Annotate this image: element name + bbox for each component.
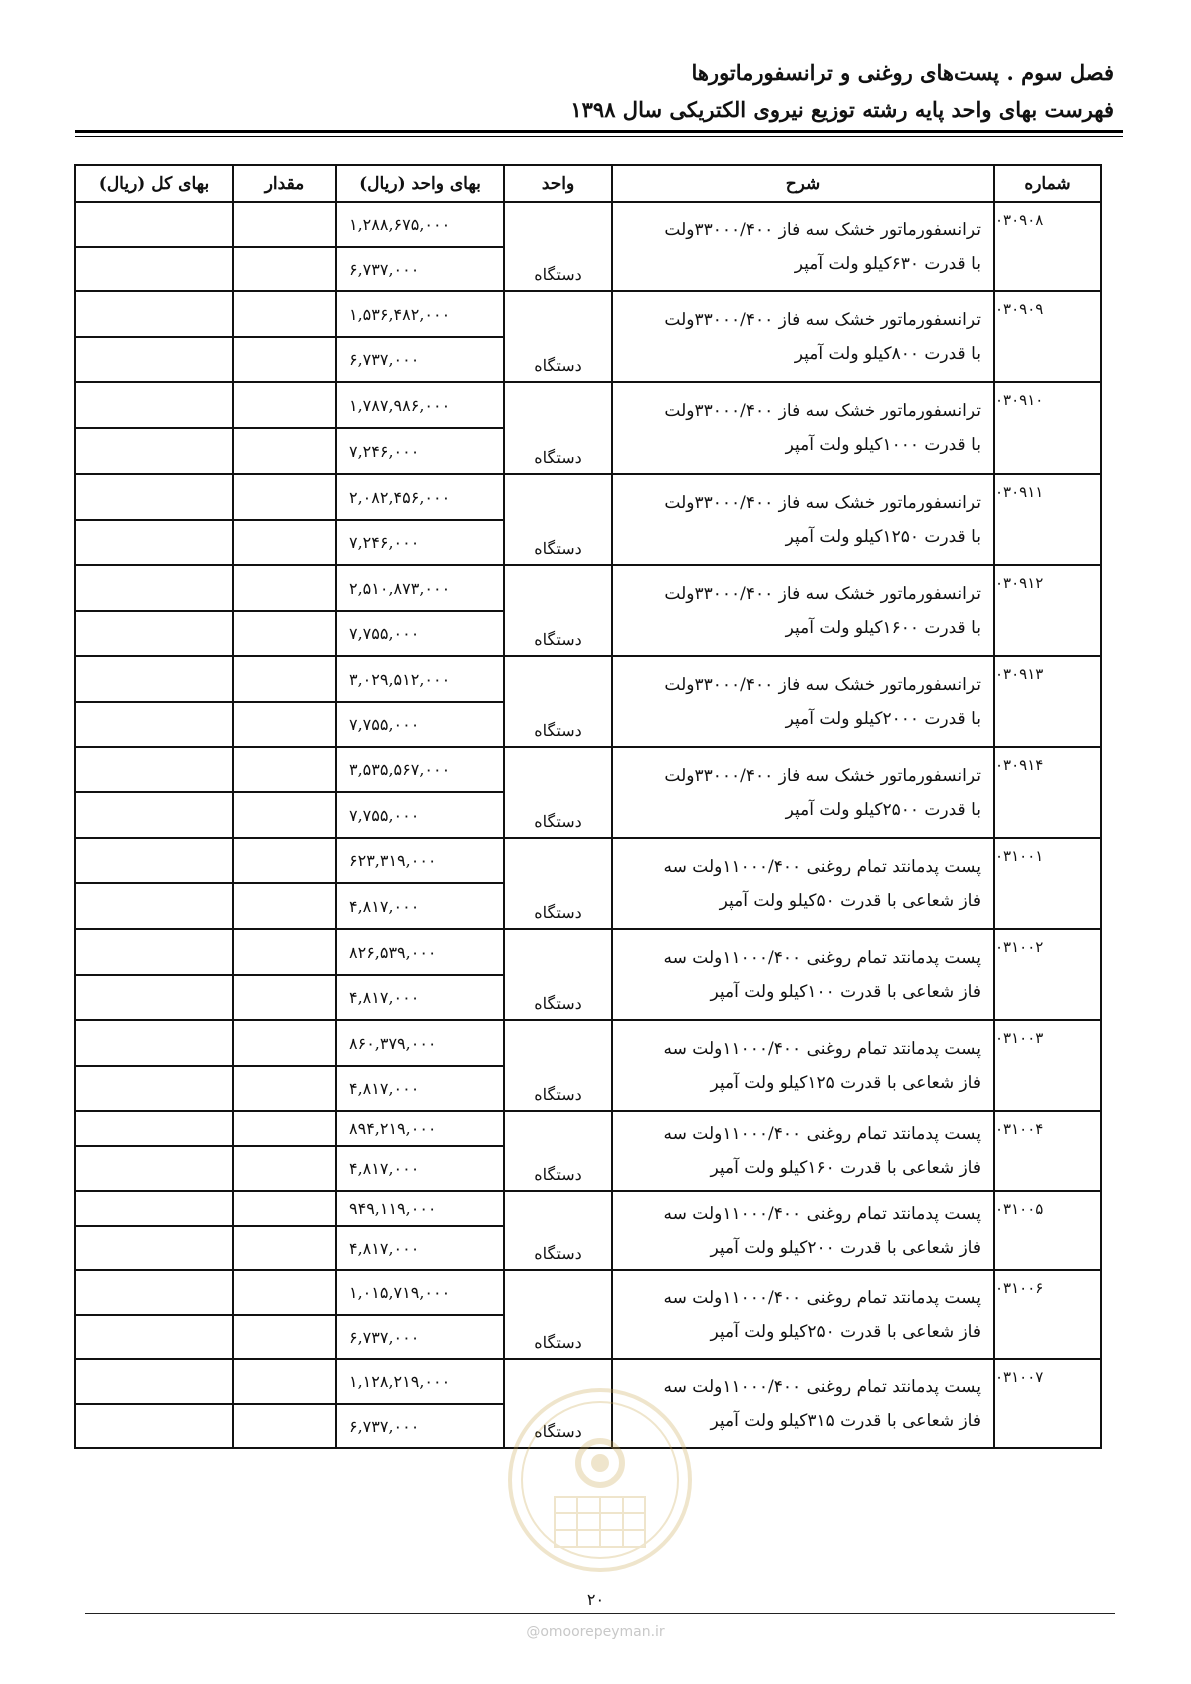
item-qty-cell bbox=[233, 1111, 336, 1146]
item-unit-price-primary: ۲,۵۱۰,۸۷۳,۰۰۰ bbox=[336, 565, 504, 611]
item-description-line1: پست پدمانتد تمام روغنی ۱۱۰۰۰/۴۰۰ولت سه bbox=[663, 856, 981, 877]
item-description-line1: پست پدمانتد تمام روغنی ۱۱۰۰۰/۴۰۰ولت سه bbox=[663, 947, 981, 968]
item-total-cell bbox=[75, 1404, 233, 1448]
item-description-line2: فاز شعاعی با قدرت ۳۱۵کیلو ولت آمپر bbox=[710, 1410, 981, 1431]
item-description-line1: ترانسفورماتور خشک سه فاز ۳۳۰۰۰/۴۰۰ولت bbox=[664, 309, 981, 330]
item-description-line1: پست پدمانتد تمام روغنی ۱۱۰۰۰/۴۰۰ولت سه bbox=[663, 1203, 981, 1224]
item-total-cell bbox=[75, 291, 233, 337]
item-qty-cell bbox=[233, 565, 336, 611]
item-unit: دستگاه bbox=[504, 474, 612, 565]
item-description-line1: پست پدمانتد تمام روغنی ۱۱۰۰۰/۴۰۰ولت سه bbox=[663, 1038, 981, 1059]
item-total-cell bbox=[75, 929, 233, 975]
item-code: ۰۳۱۰۰۴ bbox=[994, 1111, 1101, 1191]
item-code: ۰۳۰۹۱۰ bbox=[994, 382, 1101, 474]
item-unit-price-secondary: ۴,۸۱۷,۰۰۰ bbox=[336, 1146, 504, 1191]
item-unit: دستگاه bbox=[504, 838, 612, 929]
item-qty-cell bbox=[233, 1270, 336, 1315]
item-unit-price-primary: ۱,۵۳۶,۴۸۲,۰۰۰ bbox=[336, 291, 504, 337]
item-unit: دستگاه bbox=[504, 929, 612, 1020]
item-description-line1: ترانسفورماتور خشک سه فاز ۳۳۰۰۰/۴۰۰ولت bbox=[664, 674, 981, 695]
item-code: ۰۳۱۰۰۶ bbox=[994, 1270, 1101, 1359]
item-unit: دستگاه bbox=[504, 291, 612, 382]
item-unit-price-secondary: ۴,۸۱۷,۰۰۰ bbox=[336, 883, 504, 929]
item-unit-price-secondary: ۷,۷۵۵,۰۰۰ bbox=[336, 702, 504, 747]
item-unit: دستگاه bbox=[504, 1020, 612, 1111]
item-code: ۰۳۰۹۱۱ bbox=[994, 474, 1101, 565]
item-description bbox=[612, 838, 994, 929]
item-total-cell bbox=[75, 1359, 233, 1404]
item-unit-price-secondary: ۷,۷۵۵,۰۰۰ bbox=[336, 611, 504, 656]
item-description-line1: پست پدمانتد تمام روغنی ۱۱۰۰۰/۴۰۰ولت سه bbox=[663, 1287, 981, 1308]
item-total-cell bbox=[75, 382, 233, 428]
header-unit-price: بهای واحد (ریال) bbox=[336, 165, 504, 202]
item-description-line2: با قدرت ۱۲۵۰کیلو ولت آمپر bbox=[785, 526, 981, 547]
item-total-cell bbox=[75, 337, 233, 382]
item-qty-cell bbox=[233, 337, 336, 382]
item-total-cell bbox=[75, 838, 233, 883]
header-desc: شرح bbox=[612, 165, 994, 202]
item-qty-cell bbox=[233, 1359, 336, 1404]
item-unit-price-primary: ۱,۰۱۵,۷۱۹,۰۰۰ bbox=[336, 1270, 504, 1315]
table-row bbox=[75, 1191, 1101, 1226]
item-unit-price-secondary: ۴,۸۱۷,۰۰۰ bbox=[336, 975, 504, 1020]
table-body bbox=[75, 202, 1101, 1448]
item-description bbox=[612, 1020, 994, 1111]
item-total-cell bbox=[75, 1191, 233, 1226]
item-unit-price-secondary: ۷,۷۵۵,۰۰۰ bbox=[336, 792, 504, 838]
item-unit-price-secondary: ۷,۲۴۶,۰۰۰ bbox=[336, 428, 504, 474]
item-total-cell bbox=[75, 747, 233, 792]
item-qty-cell bbox=[233, 474, 336, 520]
item-qty-cell bbox=[233, 611, 336, 656]
item-description bbox=[612, 474, 994, 565]
item-unit-price-secondary: ۴,۸۱۷,۰۰۰ bbox=[336, 1226, 504, 1270]
table-row bbox=[75, 202, 1101, 247]
item-description-line1: ترانسفورماتور خشک سه فاز ۳۳۰۰۰/۴۰۰ولت bbox=[664, 492, 981, 513]
item-qty-cell bbox=[233, 975, 336, 1020]
item-description bbox=[612, 1191, 994, 1270]
item-qty-cell bbox=[233, 428, 336, 474]
item-description-line2: با قدرت ۱۶۰۰کیلو ولت آمپر bbox=[785, 617, 981, 638]
header-rule-thick bbox=[75, 130, 1123, 133]
item-unit-price-primary: ۶۲۳,۳۱۹,۰۰۰ bbox=[336, 838, 504, 883]
item-qty-cell bbox=[233, 520, 336, 565]
item-description-line2: با قدرت ۸۰۰کیلو ولت آمپر bbox=[794, 343, 981, 364]
item-description-line2: فاز شعاعی با قدرت ۱۲۵کیلو ولت آمپر bbox=[710, 1072, 981, 1093]
item-qty-cell bbox=[233, 1226, 336, 1270]
item-description-line2: با قدرت ۶۳۰کیلو ولت آمپر bbox=[794, 253, 981, 274]
table-row bbox=[75, 1111, 1101, 1146]
item-unit-price-secondary: ۶,۷۳۷,۰۰۰ bbox=[336, 1315, 504, 1359]
item-unit: دستگاه bbox=[504, 1111, 612, 1191]
item-qty-cell bbox=[233, 1404, 336, 1448]
item-description-line2: با قدرت ۱۰۰۰کیلو ولت آمپر bbox=[785, 435, 981, 455]
item-total-cell bbox=[75, 565, 233, 611]
item-code: ۰۳۱۰۰۱ bbox=[994, 838, 1101, 929]
table-row bbox=[75, 474, 1101, 520]
item-code: ۰۳۱۰۰۲ bbox=[994, 929, 1101, 1020]
item-unit-price-primary: ۸۶۰,۳۷۹,۰۰۰ bbox=[336, 1020, 504, 1066]
table-header-row bbox=[75, 165, 1101, 202]
item-code: ۰۳۰۹۱۳ bbox=[994, 656, 1101, 747]
price-table bbox=[74, 164, 1102, 1449]
item-unit: دستگاه bbox=[504, 565, 612, 656]
item-unit-price-primary: ۹۴۹,۱۱۹,۰۰۰ bbox=[336, 1191, 504, 1226]
item-description-line1: پست پدمانتد تمام روغنی ۱۱۰۰۰/۴۰۰ولت سه bbox=[663, 1376, 981, 1397]
item-description-line2: فاز شعاعی با قدرت ۱۰۰کیلو ولت آمپر bbox=[710, 981, 981, 1002]
item-unit-price-secondary: ۷,۲۴۶,۰۰۰ bbox=[336, 520, 504, 565]
item-unit-price-primary: ۱,۱۲۸,۲۱۹,۰۰۰ bbox=[336, 1359, 504, 1404]
item-total-cell bbox=[75, 247, 233, 291]
item-description bbox=[612, 656, 994, 747]
item-qty-cell bbox=[233, 702, 336, 747]
item-description bbox=[612, 929, 994, 1020]
item-description-line1: ترانسفورماتور خشک سه فاز ۳۳۰۰۰/۴۰۰ولت bbox=[664, 401, 981, 421]
table-row bbox=[75, 291, 1101, 337]
item-unit: دستگاه bbox=[504, 382, 612, 474]
item-description bbox=[612, 565, 994, 656]
item-description-line2: فاز شعاعی با قدرت ۲۰۰کیلو ولت آمپر bbox=[710, 1237, 981, 1258]
header-total: بهای کل (ریال) bbox=[75, 165, 233, 202]
header-code: شماره bbox=[994, 165, 1101, 202]
table-row bbox=[75, 382, 1101, 428]
footer-rule bbox=[85, 1613, 1115, 1614]
item-description bbox=[612, 1111, 994, 1191]
table-row bbox=[75, 929, 1101, 975]
item-qty-cell bbox=[233, 1315, 336, 1359]
item-description-line2: با قدرت ۲۵۰۰کیلو ولت آمپر bbox=[785, 799, 981, 820]
item-unit-price-secondary: ۴,۸۱۷,۰۰۰ bbox=[336, 1066, 504, 1111]
item-description-line2: فاز شعاعی با قدرت ۱۶۰کیلو ولت آمپر bbox=[710, 1158, 981, 1178]
item-description-line1: ترانسفورماتور خشک سه فاز ۳۳۰۰۰/۴۰۰ولت bbox=[664, 219, 981, 240]
item-code: ۰۳۰۹۰۸ bbox=[994, 202, 1101, 291]
seal-watermark bbox=[505, 1385, 695, 1575]
item-unit-price-secondary: ۶,۷۳۷,۰۰۰ bbox=[336, 337, 504, 382]
item-unit-price-primary: ۸۲۶,۵۳۹,۰۰۰ bbox=[336, 929, 504, 975]
page-number: ۲۰ bbox=[586, 1590, 605, 1609]
item-qty-cell bbox=[233, 883, 336, 929]
header-rule-thin bbox=[75, 136, 1123, 137]
item-unit-price-secondary: ۶,۷۳۷,۰۰۰ bbox=[336, 1404, 504, 1448]
item-qty-cell bbox=[233, 1146, 336, 1191]
item-unit: دستگاه bbox=[504, 202, 612, 291]
table-row bbox=[75, 565, 1101, 611]
item-total-cell bbox=[75, 1270, 233, 1315]
item-qty-cell bbox=[233, 202, 336, 247]
item-unit-price-primary: ۸۹۴,۲۱۹,۰۰۰ bbox=[336, 1111, 504, 1146]
item-unit: دستگاه bbox=[504, 747, 612, 838]
table-row bbox=[75, 838, 1101, 883]
item-description bbox=[612, 202, 994, 291]
website-watermark: @omoorepeyman.ir bbox=[526, 1624, 665, 1640]
table-row bbox=[75, 1270, 1101, 1315]
item-description-line1: ترانسفورماتور خشک سه فاز ۳۳۰۰۰/۴۰۰ولت bbox=[664, 583, 981, 604]
table-row bbox=[75, 1020, 1101, 1066]
item-total-cell bbox=[75, 702, 233, 747]
item-qty-cell bbox=[233, 291, 336, 337]
item-qty-cell bbox=[233, 247, 336, 291]
item-description-line1: ترانسفورماتور خشک سه فاز ۳۳۰۰۰/۴۰۰ولت bbox=[664, 765, 981, 786]
item-description-line2: با قدرت ۲۰۰۰کیلو ولت آمپر bbox=[785, 708, 981, 729]
item-qty-cell bbox=[233, 382, 336, 428]
item-unit-price-primary: ۱,۷۸۷,۹۸۶,۰۰۰ bbox=[336, 382, 504, 428]
item-description-line2: فاز شعاعی با قدرت ۵۰کیلو ولت آمپر bbox=[719, 890, 981, 911]
item-unit: دستگاه bbox=[504, 1359, 612, 1448]
item-code: ۰۳۱۰۰۳ bbox=[994, 1020, 1101, 1111]
item-description-line1: پست پدمانتد تمام روغنی ۱۱۰۰۰/۴۰۰ولت سه bbox=[663, 1124, 981, 1144]
item-qty-cell bbox=[233, 1191, 336, 1226]
item-total-cell bbox=[75, 202, 233, 247]
item-total-cell bbox=[75, 611, 233, 656]
item-unit-price-secondary: ۶,۷۳۷,۰۰۰ bbox=[336, 247, 504, 291]
item-unit-price-primary: ۳,۵۳۵,۵۶۷,۰۰۰ bbox=[336, 747, 504, 792]
item-qty-cell bbox=[233, 929, 336, 975]
item-unit: دستگاه bbox=[504, 1191, 612, 1270]
item-qty-cell bbox=[233, 747, 336, 792]
header-qty: مقدار bbox=[233, 165, 336, 202]
chapter-title: فصل سوم . پست‌های روغنی و ترانسفورماتورها bbox=[691, 60, 1114, 85]
item-code: ۰۳۰۹۱۴ bbox=[994, 747, 1101, 838]
item-unit-price-primary: ۱,۲۸۸,۶۷۵,۰۰۰ bbox=[336, 202, 504, 247]
item-code: ۰۳۱۰۰۵ bbox=[994, 1191, 1101, 1270]
item-total-cell bbox=[75, 1146, 233, 1191]
item-total-cell bbox=[75, 1111, 233, 1146]
item-total-cell bbox=[75, 474, 233, 520]
item-description bbox=[612, 1270, 994, 1359]
document-title: فهرست بهای واحد پایه رشته توزیع نیروی الکتریکی سال ۱۳۹۸ bbox=[570, 97, 1114, 122]
header-unit: واحد bbox=[504, 165, 612, 202]
item-unit: دستگاه bbox=[504, 1270, 612, 1359]
item-total-cell bbox=[75, 428, 233, 474]
item-description bbox=[612, 382, 994, 474]
item-qty-cell bbox=[233, 656, 336, 702]
item-unit-price-primary: ۲,۰۸۲,۴۵۶,۰۰۰ bbox=[336, 474, 504, 520]
item-qty-cell bbox=[233, 1020, 336, 1066]
item-description bbox=[612, 747, 994, 838]
item-total-cell bbox=[75, 1020, 233, 1066]
item-qty-cell bbox=[233, 1066, 336, 1111]
item-code: ۰۳۱۰۰۷ bbox=[994, 1359, 1101, 1448]
item-unit: دستگاه bbox=[504, 656, 612, 747]
item-total-cell bbox=[75, 520, 233, 565]
table-row bbox=[75, 747, 1101, 792]
item-description-line2: فاز شعاعی با قدرت ۲۵۰کیلو ولت آمپر bbox=[710, 1321, 981, 1342]
item-qty-cell bbox=[233, 792, 336, 838]
item-code: ۰۳۰۹۰۹ bbox=[994, 291, 1101, 382]
item-total-cell bbox=[75, 1066, 233, 1111]
item-total-cell bbox=[75, 883, 233, 929]
item-total-cell bbox=[75, 1315, 233, 1359]
item-total-cell bbox=[75, 975, 233, 1020]
item-total-cell bbox=[75, 1226, 233, 1270]
item-total-cell bbox=[75, 656, 233, 702]
item-code: ۰۳۰۹۱۲ bbox=[994, 565, 1101, 656]
table-row bbox=[75, 656, 1101, 702]
item-total-cell bbox=[75, 792, 233, 838]
item-qty-cell bbox=[233, 838, 336, 883]
item-unit-price-primary: ۳,۰۲۹,۵۱۲,۰۰۰ bbox=[336, 656, 504, 702]
item-description bbox=[612, 291, 994, 382]
